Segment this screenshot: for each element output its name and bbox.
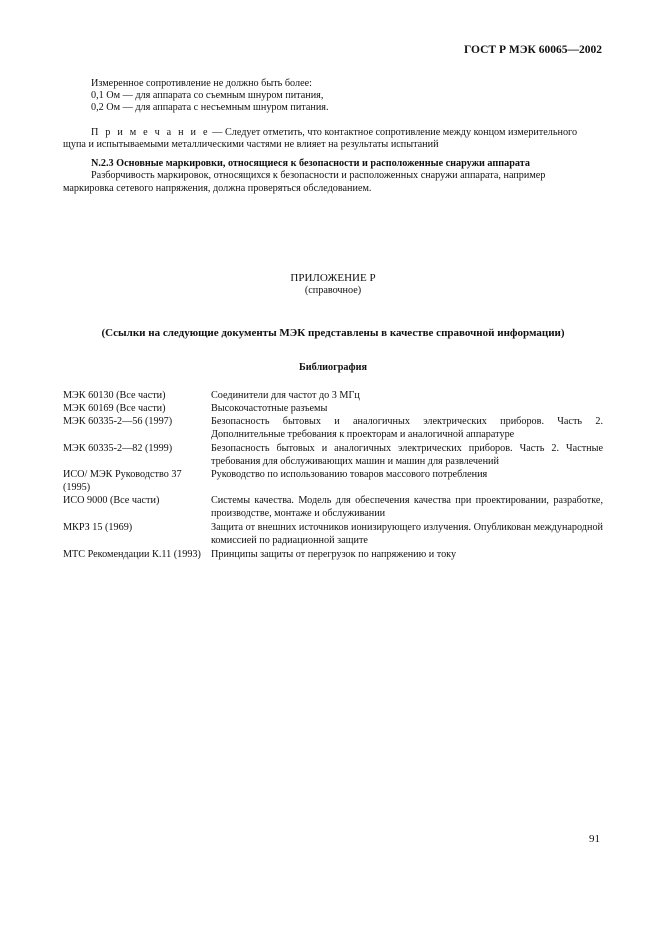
section-heading: N.2.3 Основные маркировки, относящиеся к безопасности и расположенные снаружи аппарата bbox=[91, 158, 530, 169]
bibliography-title: Принципы защиты от перегрузок по напряжению и току bbox=[211, 549, 457, 560]
bibliography-heading: Библиография bbox=[299, 362, 367, 373]
bibliography-title: Безопасность бытовых и аналогичных электрических приборов. Часть 2. Частные требования для обслуживающих машин и машин для развлечений bbox=[211, 443, 603, 467]
bibliography-ref: МТС Рекомендации К.11 (1993) bbox=[63, 549, 201, 560]
page-number: 91 bbox=[589, 833, 600, 845]
bibliography-ref: ИСО/ МЭК Руководство 37 (1995) bbox=[63, 469, 182, 493]
note-label: П р и м е ч а н и е bbox=[91, 127, 210, 138]
resistance-line-removable: 0,1 Ом — для аппарата со съемным шнуром питания, bbox=[91, 90, 324, 101]
note-paragraph bbox=[63, 127, 603, 140]
appendix-title: ПРИЛОЖЕНИЕ Р bbox=[290, 272, 376, 284]
bibliography-ref: МЭК 60130 (Все части) bbox=[63, 390, 166, 401]
bibliography-ref: МЭК 60335-2—56 (1997) bbox=[63, 416, 173, 427]
resistance-line-fixed: 0,2 Ом — для аппарата с несъемным шнуром питания. bbox=[91, 102, 329, 113]
bibliography-title: Безопасность бытовых и аналогичных электрических приборов. Часть 2. Дополнительные требования к проекторам и аналогичной аппаратуре bbox=[211, 416, 603, 440]
note-text-line1: — Следует отметить, что контактное сопротивление между концом измерительного bbox=[209, 127, 578, 138]
bibliography-ref: МЭК 60169 (Все части) bbox=[63, 403, 166, 414]
bibliography-title: Руководство по использованию товаров массового потребления bbox=[211, 469, 488, 480]
bibliography-ref: ИСО 9000 (Все части) bbox=[63, 495, 160, 506]
bibliography-title: Высокочастотные разъемы bbox=[211, 403, 328, 414]
resistance-intro: Измеренное сопротивление не должно быть более: bbox=[91, 78, 312, 89]
appendix-subtitle: (справочное) bbox=[304, 285, 362, 296]
note-text-line2: щупа и испытываемыми металлическими частями не влияет на результаты испытаний bbox=[63, 139, 439, 150]
bibliography-ref: МКРЗ 15 (1969) bbox=[63, 522, 133, 533]
appendix-caption: (Ссылки на следующие документы МЭК представлены в качестве справочной информации) bbox=[101, 327, 565, 339]
document-header: ГОСТ Р МЭК 60065—2002 bbox=[464, 44, 602, 56]
bibliography-ref: МЭК 60335-2—82 (1999) bbox=[63, 443, 173, 454]
section-text-line1: Разборчивость маркировок, относящихся к безопасности и расположенных снаружи аппарата, например bbox=[91, 170, 546, 181]
bibliography-title: Защита от внешних источников ионизирующего излучения. Опубликован международной комиссией по радиационной защите bbox=[211, 522, 603, 546]
bibliography-title: Соединители для частот до 3 МГц bbox=[211, 390, 360, 401]
bibliography-title: Системы качества. Модель для обеспечения качества при проектировании, разработке, производстве, монтаже и обслуживании bbox=[211, 495, 603, 519]
section-text-line2: маркировка сетевого напряжения, должна проверяться обследованием. bbox=[63, 183, 372, 194]
